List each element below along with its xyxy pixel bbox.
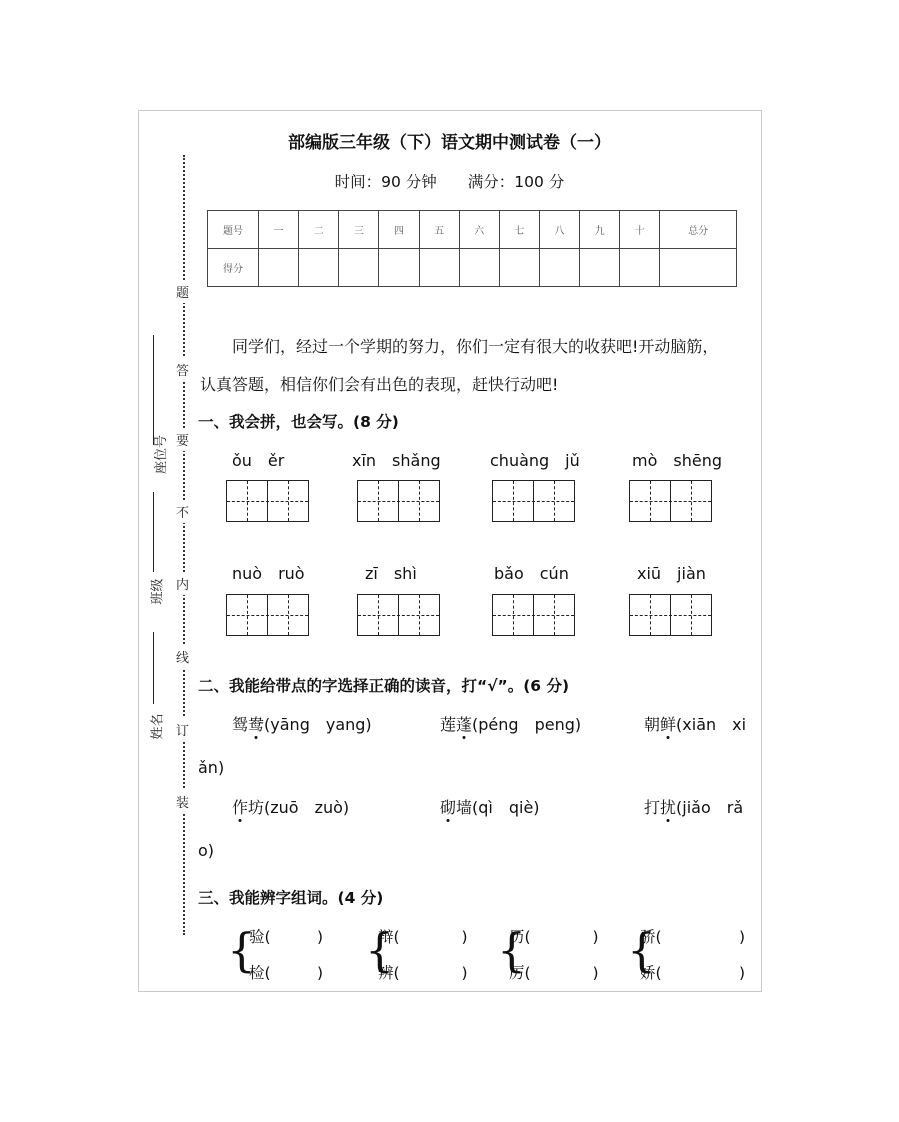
brace: {: [365, 923, 395, 977]
dotted-char: 蓬: [456, 715, 473, 734]
writing-grid[interactable]: [629, 480, 712, 522]
field-line: [153, 492, 154, 572]
word-group-field[interactable]: 历( ): [509, 928, 599, 946]
exam-subtitle: 时间：90 分钟 满分：100 分: [334, 173, 565, 191]
word-group-field[interactable]: 辨( ): [378, 964, 468, 982]
score-input-cell[interactable]: [580, 249, 620, 287]
binding-char: 不: [176, 500, 189, 523]
writing-grid[interactable]: [357, 594, 440, 636]
score-input-cell[interactable]: [620, 249, 660, 287]
score-cell: 六: [459, 211, 499, 249]
dotted-char: 扰: [660, 798, 677, 817]
score-table-score-row: [208, 249, 737, 287]
score-input-cell[interactable]: [299, 249, 339, 287]
score-cell: 七: [499, 211, 539, 249]
intro-line-1: 同学们，经过一个学期的努力，你们一定有很大的收获吧!开动脑筋，: [232, 337, 719, 356]
score-label-cell: 得分: [208, 249, 259, 287]
pinyin-label: chuàng jǔ: [490, 451, 580, 470]
word-group-field[interactable]: 检( ): [249, 964, 324, 982]
writing-grid[interactable]: [492, 594, 575, 636]
score-input-cell[interactable]: [259, 249, 299, 287]
name-label: 姓名: [150, 713, 166, 740]
pinyin-label: zī shì: [365, 564, 417, 583]
writing-grid[interactable]: [226, 480, 309, 522]
binding-char: 题: [176, 280, 189, 303]
dotted-char: 砌: [440, 798, 457, 817]
pinyin-label: ǒu ěr: [232, 451, 285, 470]
pinyin-label: xiū jiàn: [637, 564, 706, 583]
score-cell: 总分: [660, 211, 737, 249]
word-group-field[interactable]: 验( ): [249, 928, 324, 946]
pinyin-label: mò shēng: [632, 451, 722, 470]
score-input-cell[interactable]: [499, 249, 539, 287]
reading-option[interactable]: 作坊(zuō zuò): [232, 798, 350, 817]
reading-option[interactable]: 朝鲜(xiān xi: [644, 715, 747, 734]
reading-option-continued: ǎn): [198, 758, 225, 777]
score-cell: 一: [259, 211, 299, 249]
dotted-char: 鸯: [248, 715, 265, 734]
score-cell: 八: [539, 211, 579, 249]
reading-option-continued: o): [198, 841, 215, 860]
writing-grid[interactable]: [492, 480, 575, 522]
writing-grid[interactable]: [357, 480, 440, 522]
section-1-heading: 一、我会拼，也会写。(8 分): [198, 413, 399, 431]
score-input-cell[interactable]: [339, 249, 379, 287]
binding-char: 装: [176, 790, 189, 813]
score-input-cell[interactable]: [459, 249, 499, 287]
pinyin-label: nuò ruò: [232, 564, 305, 583]
binding-char: 内: [176, 572, 189, 595]
word-group-field[interactable]: 骄( ): [640, 928, 746, 946]
score-input-cell[interactable]: [419, 249, 459, 287]
field-line: [153, 335, 154, 445]
score-cell: 三: [339, 211, 379, 249]
score-cell: 五: [419, 211, 459, 249]
intro-line-2: 认真答题，相信你们会有出色的表现，赶快行动吧!: [200, 375, 559, 394]
dotted-char: 作: [232, 798, 249, 817]
exam-title: 部编版三年级（下）语文期中测试卷（一）: [288, 133, 611, 153]
binding-char: 线: [176, 645, 189, 668]
binding-char: 答: [176, 358, 189, 381]
score-input-cell[interactable]: [660, 249, 737, 287]
reading-option[interactable]: 鸳鸯(yāng yang): [232, 715, 372, 734]
class-label: 班级: [150, 578, 166, 605]
score-table-header-row: [208, 211, 737, 249]
binding-char: 订: [176, 718, 189, 741]
brace: {: [497, 923, 527, 977]
section-3-heading: 三、我能辨字组词。(4 分): [198, 889, 384, 907]
score-table: [207, 210, 737, 287]
writing-grid[interactable]: [226, 594, 309, 636]
binding-char: 要: [176, 428, 189, 451]
score-input-cell[interactable]: [379, 249, 419, 287]
binding-dotted-line: [183, 155, 185, 935]
score-input-cell[interactable]: [539, 249, 579, 287]
dotted-char: 鲜: [660, 715, 677, 734]
pinyin-label: bǎo cún: [494, 564, 569, 583]
reading-option[interactable]: 砌墙(qì qiè): [440, 798, 540, 817]
brace: {: [227, 923, 257, 977]
reading-option[interactable]: 打扰(jiǎo rǎ: [644, 798, 744, 817]
writing-grid[interactable]: [629, 594, 712, 636]
pinyin-label: xīn shǎng: [352, 451, 441, 470]
seat-number-label: 座位号: [154, 434, 170, 475]
section-2-heading: 二、我能给带点的字选择正确的读音，打“√”。(6 分): [198, 677, 570, 695]
score-cell: 九: [580, 211, 620, 249]
score-cell: 二: [299, 211, 339, 249]
score-cell: 题号: [208, 211, 259, 249]
score-cell: 四: [379, 211, 419, 249]
score-cell: 十: [620, 211, 660, 249]
word-group-field[interactable]: 娇( ): [640, 964, 746, 982]
word-group-field[interactable]: 辩( ): [378, 928, 468, 946]
word-group-field[interactable]: 厉( ): [509, 964, 599, 982]
reading-option[interactable]: 莲蓬(péng peng): [440, 715, 582, 734]
field-line: [153, 632, 154, 704]
brace: {: [627, 923, 657, 977]
